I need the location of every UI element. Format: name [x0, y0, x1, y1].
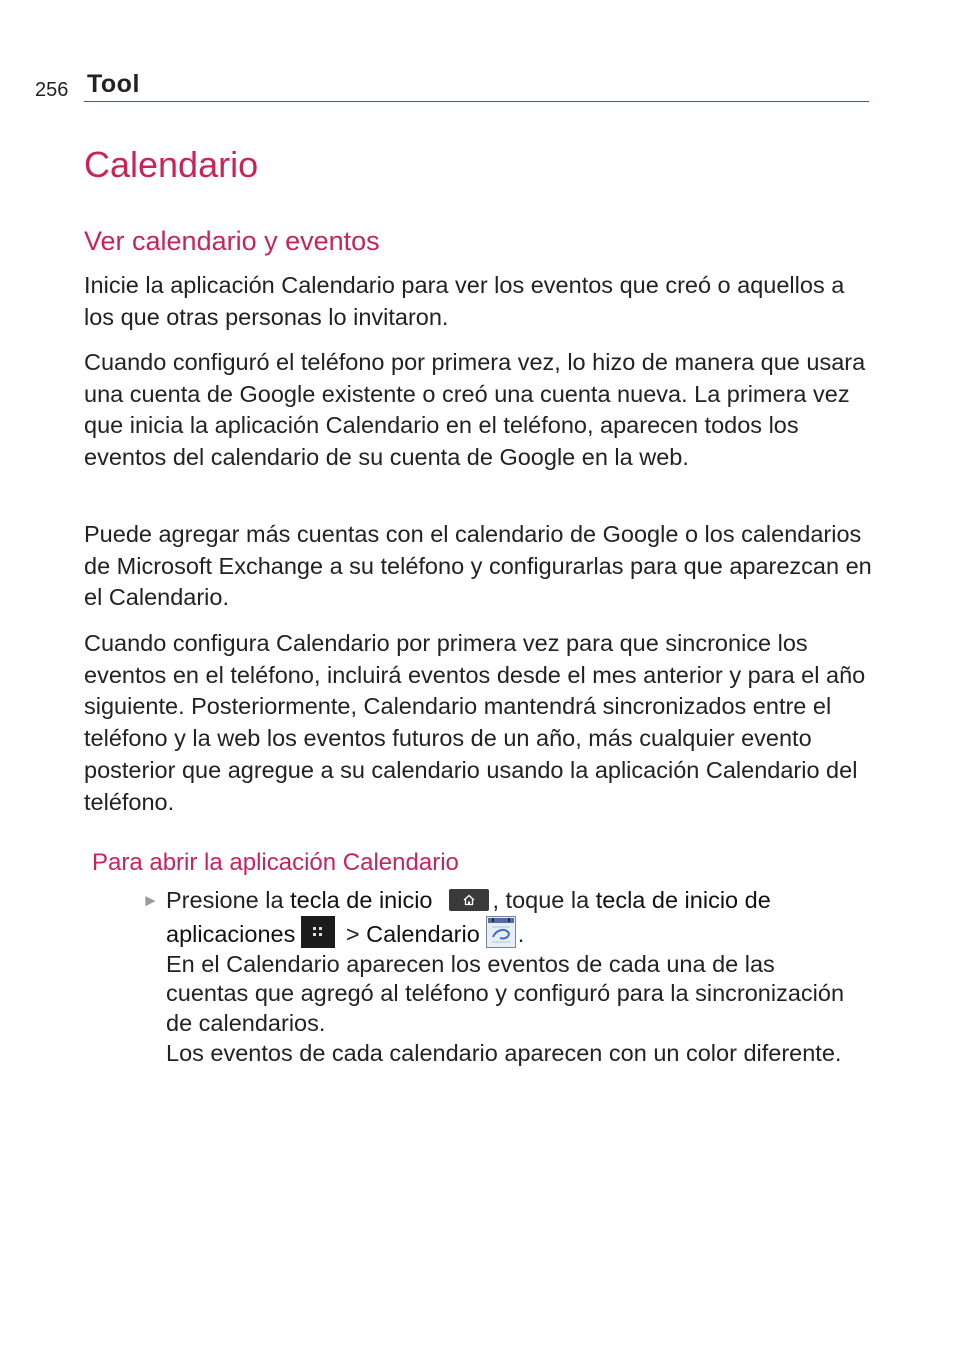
step-text: Presione la	[166, 887, 291, 913]
step-text: , toque la	[492, 887, 596, 913]
paragraph-add-accounts: Puede agregar más cuentas con el calendario de Google o los calendarios de Microsoft Exchange a su teléfono y configurarlas para que aparezcan en el Calendario.	[84, 521, 872, 611]
procedure-step	[142, 886, 862, 1069]
paragraph-intro: Inicie la aplicación Calendario para ver los eventos que creó o aquellos a los que otras personas lo invitaron.	[84, 272, 845, 330]
paragraph-google-account: Cuando configuró el teléfono por primera vez, lo hizo de manera que usara una cuenta de Google existente o creó una cuenta nueva. La primera vez que inicia la aplicación Calendario en el teléfono, aparecen todos los eventos del calendario de su cuenta de Google en la web.	[84, 349, 866, 471]
home-key-icon	[449, 889, 489, 911]
header-rule	[84, 101, 869, 102]
paragraph-sync: Cuando configura Calendario por primera vez para que sincronice los eventos en el teléfono, incluirá eventos desde el mes anterior y para el año siguiente. Posteriormente, Calendario mantendrá sincronizados entre el teléfono y la web los eventos futuros de un año, más cualquier evento posterior que agregue a su calendario usando la aplicación Calendario del teléfono.	[84, 630, 866, 815]
calendar-label: Calendario	[366, 920, 480, 947]
step-content	[166, 886, 862, 1069]
section-label: Tool	[87, 70, 140, 98]
apps-key-icon	[301, 916, 335, 948]
step-note: Los eventos de cada calendario aparecen con un color diferente.	[166, 1039, 842, 1066]
page-title: Calendario	[84, 144, 259, 185]
section-subtitle: Ver calendario y eventos	[84, 226, 380, 256]
procedure-title: Para abrir la aplicación Calendario	[92, 849, 459, 876]
calendar-app-icon	[486, 916, 516, 948]
step-bullet-icon: ►	[142, 891, 159, 910]
home-key-label: tecla de inicio	[290, 887, 433, 913]
step-note: En el Calendario aparecen los eventos de cada una de las cuentas que agregó al teléfono y configuró para la sincronización de calendarios.	[166, 950, 845, 1037]
step-text: >	[339, 920, 367, 947]
page-number: 256	[35, 79, 69, 101]
apps-key-label: tecla de inicio de aplicaciones	[166, 887, 771, 947]
step-text: .	[517, 920, 525, 947]
